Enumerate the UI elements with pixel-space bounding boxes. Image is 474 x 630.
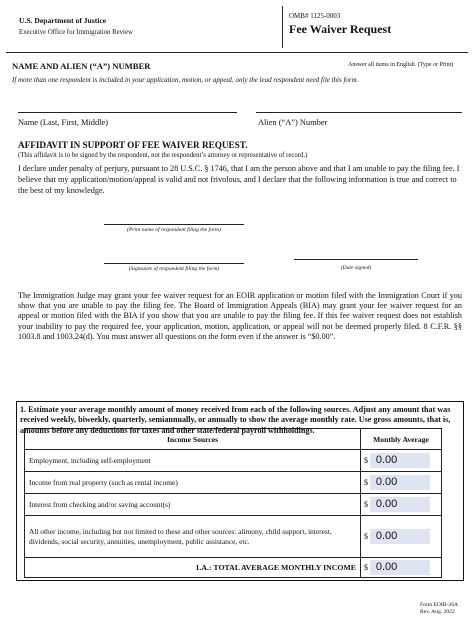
table-row bbox=[25, 516, 442, 558]
print-name-field[interactable] bbox=[104, 224, 244, 225]
currency-symbol: $ bbox=[364, 478, 368, 487]
income-source-label: All other income, including but not limited to these and other sources: alimony, child support, interest, dividends, social security, annuities, unemployment, public assistance, etc. bbox=[25, 516, 361, 558]
amount-cell bbox=[361, 450, 442, 472]
print-name-label: (Print name of respondent filing the form) bbox=[127, 227, 221, 233]
currency-symbol: $ bbox=[364, 532, 368, 541]
form-title: Fee Waiver Request bbox=[289, 22, 392, 36]
income-source-label: Employment, including self-employment bbox=[25, 450, 361, 472]
income-source-label: Interest from checking and/or saving account(s) bbox=[25, 494, 361, 516]
agency-name: U.S. Department of Justice bbox=[19, 16, 107, 25]
employment-amount-input[interactable]: 0.00 bbox=[370, 453, 430, 468]
affidavit-title: AFFIDAVIT IN SUPPORT OF FEE WAIVER REQUEST. bbox=[18, 140, 248, 150]
omb-number: OMB# 1125-0003 bbox=[289, 12, 341, 20]
real-property-amount-input[interactable]: 0.00 bbox=[370, 475, 430, 490]
currency-symbol: $ bbox=[364, 456, 368, 465]
revision-date: Rev. Aug. 2022 bbox=[420, 609, 455, 615]
amount-cell bbox=[361, 558, 442, 578]
income-sources-header: Income Sources bbox=[25, 429, 361, 450]
lead-respondent-note: If more than one respondent is included in your application, motion, or appeal, only the lead respondent need file this form. bbox=[12, 76, 359, 84]
monthly-average-header: Monthly Average bbox=[361, 429, 442, 450]
total-row bbox=[25, 558, 442, 578]
date-signed-label: (Date signed) bbox=[340, 265, 372, 271]
interest-amount-input[interactable]: 0.00 bbox=[370, 497, 430, 512]
income-table bbox=[24, 428, 442, 578]
other-income-amount-input[interactable]: 0.00 bbox=[370, 529, 430, 544]
table-row bbox=[25, 472, 442, 494]
fee-waiver-instructions: The Immigration Judge may grant your fee waiver request for an EOIR application or motion filed with the Immigration Court if you show that you are unable to pay the filing fee. The Board of Immigration Appeals (BIA) may grant your fee waiver request for an appeal or motion filed with the BIA if you show that you are unable to pay the filing fee. If this fee waiver request does not establish your inability to pay the required fee, your application, motion, application, or appeal will not be deemed properly filed. 8 C.F.R. §§ 1003.8 and 1003.24(d). You must answer all questions on the form even if the answer is “$0.00”. bbox=[18, 291, 462, 341]
income-source-label: Income from real property (such as rental income) bbox=[25, 472, 361, 494]
table-row bbox=[25, 494, 442, 516]
amount-cell bbox=[361, 472, 442, 494]
table-header-row bbox=[25, 429, 442, 450]
total-income-input[interactable]: 0.00 bbox=[370, 560, 430, 575]
affidavit-subtitle: (This affidavit is to be signed by the respondent, not the respondent’s attorney or representative of record.) bbox=[18, 152, 308, 159]
total-income-label: 1.A.: TOTAL AVERAGE MONTHLY INCOME bbox=[25, 558, 361, 578]
form-number bbox=[420, 602, 458, 616]
name-section-heading: NAME AND ALIEN (“A”) NUMBER bbox=[12, 61, 151, 71]
table-row bbox=[25, 450, 442, 472]
answer-note: Answer all items in English. (Type or Print) bbox=[348, 62, 454, 68]
alien-number-input[interactable] bbox=[256, 112, 462, 113]
amount-cell bbox=[361, 516, 442, 558]
office-name: Executive Office for Immigration Review bbox=[19, 29, 133, 36]
form-number-text: Form EOIR-26A bbox=[420, 602, 459, 608]
currency-symbol: $ bbox=[364, 500, 368, 509]
name-input[interactable] bbox=[18, 112, 237, 113]
question-1-text: 1. Estimate your average monthly amount of money received from each of the following sources. Adjust any amount that was received weekly, biweekly, quarterly, semiannually, or annually to show the average monthly rate. Use gross amounts, that is, amounts before any deductions for taxes and other state/federal payroll withholdings. bbox=[20, 405, 451, 435]
alien-number-label: Alien (“A”) Number bbox=[258, 118, 328, 127]
header-rule bbox=[6, 52, 468, 53]
date-signed-field[interactable] bbox=[294, 259, 418, 260]
header-divider bbox=[282, 6, 283, 48]
affidavit-declaration: I declare under penalty of perjury, pursuant to 28 U.S.C. § 1746, that I am the person above and that I am unable to pay the filing fee. I believe that my application/motion/appeal is valid and not frivolous, and I declare that the following information is true and correct to the best of my knowledge. bbox=[18, 164, 460, 195]
amount-cell bbox=[361, 494, 442, 516]
signature-field[interactable] bbox=[104, 263, 244, 264]
name-label: Name (Last, First, Middle) bbox=[18, 118, 109, 127]
signature-label: (Signature of respondent filing the form) bbox=[128, 266, 220, 272]
currency-symbol: $ bbox=[364, 563, 368, 572]
